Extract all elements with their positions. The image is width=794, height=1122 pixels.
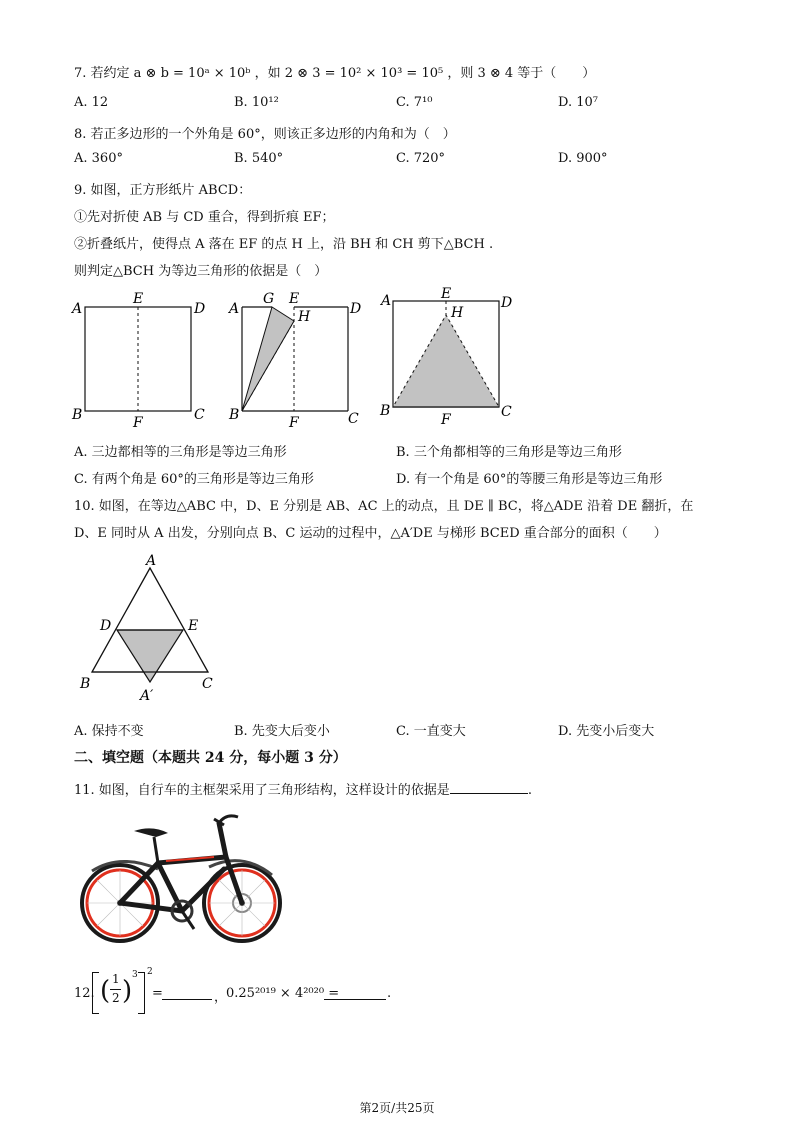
q10-option-b: B. 先变大后变小 (234, 724, 330, 739)
q12-right-paren: ) (122, 976, 133, 1006)
q9-fig3-label-d: D (501, 295, 513, 311)
page-footer: 第2页/共25页 (359, 1101, 435, 1115)
q12-line (74, 967, 474, 1020)
q10-option-d: D. 先变小后变大 (558, 724, 655, 739)
q10-label-e: E (188, 618, 199, 634)
q9-fig1-label-f: F (133, 415, 143, 430)
q10-label-b: B (80, 676, 91, 692)
q12-inner-exp: 3 (132, 970, 138, 980)
q12-answer-blank-1[interactable] (162, 987, 212, 1000)
q12-right-bracket (138, 972, 145, 1014)
q9-fig3-triangle (393, 315, 499, 407)
q12-expr2: 0.25²⁰¹⁹ × 4²⁰²⁰ = (226, 986, 340, 1001)
q9-fig1-label-b: B (72, 407, 83, 423)
q9-option-b: B. 三个角都相等的三角形是等边三角形 (396, 445, 622, 460)
q8-option-b: B. 540° (234, 151, 284, 166)
q9-option-c: C. 有两个角是 60°的三角形是等边三角形 (74, 472, 314, 487)
q10-option-c: C. 一直变大 (396, 724, 466, 739)
q7-option-d: D. 10⁷ (558, 95, 598, 110)
q9-fig1-label-c: C (194, 407, 205, 423)
q9-fig3-label-f: F (441, 412, 451, 428)
q9-fig3-label-a: A (381, 293, 392, 309)
q10-option-a: A. 保持不变 (74, 724, 144, 739)
q9-option-d: D. 有一个角是 60°的等腰三角形是等边三角形 (396, 472, 663, 487)
q9-fig1-label-d: D (194, 301, 206, 317)
q10-figure (72, 550, 232, 705)
q8-stem: 8. 若正多边形的一个外角是 60°，则该正多边形的内角和为（ ） (74, 127, 456, 142)
q10-folded-triangle (117, 630, 183, 682)
q10-line1: 10. 如图，在等边△ABC 中，D、E 分别是 AB、AC 上的动点，且 DE ∥ BC，将△ADE 沿着 DE 翻折，在 (74, 499, 694, 514)
q11-stem: 11. 如图，自行车的主框架采用了三角形结构，这样设计的依据是 (74, 783, 450, 798)
q12-eq: = (152, 986, 163, 1001)
q9-fig3-label-e: E (441, 286, 452, 302)
q10-line2: D、E 同时从 A 出发，分别向点 B、C 运动的过程中，△A′DE 与梯形 BCED 重合部分的面积（ ） (74, 526, 667, 541)
q9-ask: 则判定△BCH 为等边三角形的依据是（ ） (74, 264, 328, 279)
q9-fig2-folded-triangle (242, 307, 294, 411)
q9-fig1-label-e: E (133, 291, 144, 307)
q7-stem: 7. 若约定 a ⊗ b = 10ᵃ × 10ᵇ ，如 2 ⊗ 3 = 10² × 10³ = 10⁵ ，则 3 ⊗ 4 等于（ ） (74, 66, 596, 81)
section-title-fill-in: 二、填空题（本题共 24 分，每小题 3 分） (74, 750, 347, 766)
q9-fig1-label-a: A (72, 301, 83, 317)
q7-option-a: A. 12 (74, 95, 109, 110)
q9-fig2-label-b: B (229, 407, 240, 423)
q9-step1: ①先对折使 AB 与 CD 重合，得到折痕 EF； (74, 210, 335, 225)
q11-line (74, 779, 532, 798)
q10-label-d: D (100, 618, 112, 634)
q9-fig2-label-d: D (350, 301, 362, 317)
q10-label-a: A (146, 553, 157, 569)
q12-outer-exp: 2 (147, 967, 153, 977)
q12-answer-blank-2[interactable] (324, 987, 386, 1000)
q7-option-b: B. 10¹² (234, 95, 279, 110)
q9-figure (60, 285, 530, 430)
q7-option-c: C. 7¹⁰ (396, 95, 433, 110)
q8-option-c: C. 720° (396, 151, 446, 166)
q9-fig2-label-h: H (298, 309, 311, 325)
q9-fig2-label-c: C (348, 411, 359, 427)
q10-label-a-prime: A′ (140, 688, 154, 704)
q12-left-paren: ( (100, 976, 111, 1006)
q9-fig2-label-a: A (229, 301, 240, 317)
bicycle-image (74, 805, 284, 950)
q10-label-c: C (202, 676, 213, 692)
q9-fig2-label-e: E (289, 291, 300, 307)
q9-fig3-label-b: B (380, 403, 391, 419)
q12-sep: ， (214, 990, 228, 1005)
q8-option-a: A. 360° (74, 151, 123, 166)
q9-fig2-label-f: F (289, 415, 299, 430)
q9-fig3-label-c: C (501, 404, 512, 420)
q12-frac-bar (110, 989, 121, 990)
q9-fig1-square (85, 307, 191, 411)
q12-frac-num: 1 (112, 972, 120, 986)
q12-end: . (387, 986, 392, 1001)
q9-fig3-label-h: H (451, 305, 464, 321)
q11-end: . (527, 783, 532, 798)
q9-fig2-label-g: G (263, 291, 275, 307)
q9-stem: 9. 如图，正方形纸片 ABCD： (74, 183, 252, 198)
q9-option-a: A. 三边都相等的三角形是等边三角形 (74, 445, 287, 460)
q12-left-bracket (92, 972, 99, 1014)
q12-number: 12. (74, 986, 95, 1001)
q9-step2: ②折叠纸片，使得点 A 落在 EF 的点 H 上，沿 BH 和 CH 剪下△BCH . (74, 237, 494, 252)
q8-option-d: D. 900° (558, 151, 608, 166)
q12-frac-den: 2 (112, 991, 120, 1005)
q11-answer-blank[interactable] (450, 781, 528, 794)
